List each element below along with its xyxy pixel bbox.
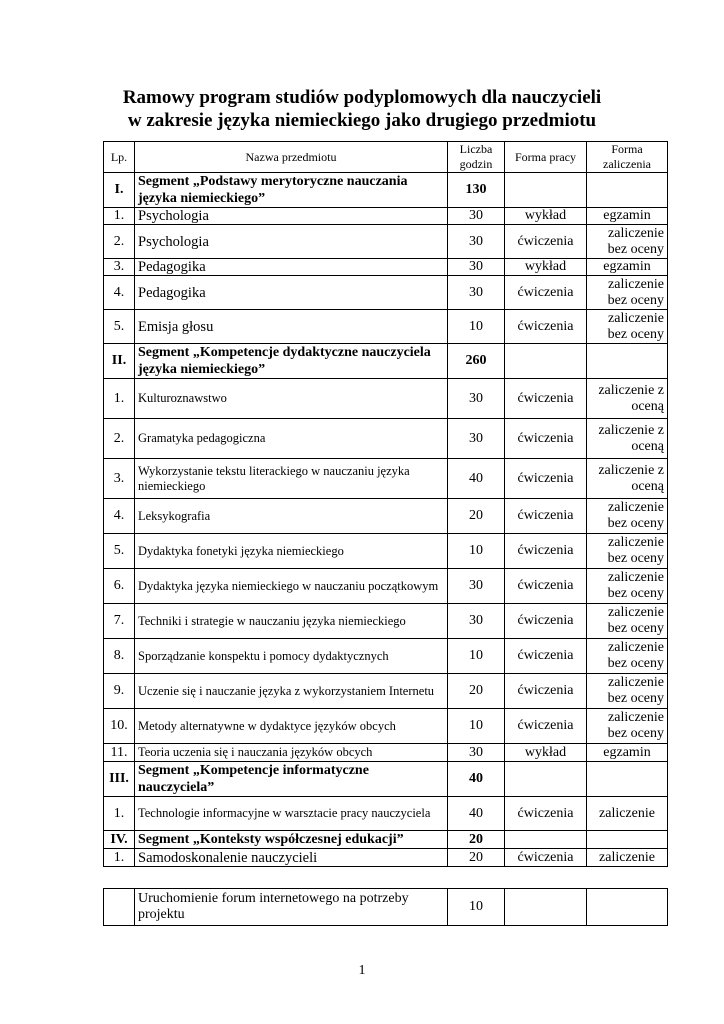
header-form-work: Forma pracy bbox=[505, 142, 587, 173]
hours-cell: 30 bbox=[448, 379, 505, 419]
form-cell: ćwiczenia bbox=[505, 276, 587, 310]
lp-cell: 2. bbox=[104, 225, 135, 259]
subject-cell: Wykorzystanie tekstu literackiego w nauczaniu języka niemieckiego bbox=[135, 459, 448, 499]
credit-cell bbox=[587, 889, 668, 926]
hours-cell: 260 bbox=[448, 344, 505, 379]
header-name: Nazwa przedmiotu bbox=[135, 142, 448, 173]
hours-cell: 20 bbox=[448, 499, 505, 534]
form-cell bbox=[505, 762, 587, 797]
form-cell: wykład bbox=[505, 259, 587, 276]
subject-cell: Technologie informacyjne w warsztacie pracy nauczyciela bbox=[135, 797, 448, 831]
lp-cell: III. bbox=[104, 762, 135, 797]
lp-cell: 3. bbox=[104, 459, 135, 499]
credit-cell: zaliczenie bez oceny bbox=[587, 276, 668, 310]
lp-cell: 5. bbox=[104, 310, 135, 344]
table-row bbox=[104, 259, 668, 276]
subject-cell: Dydaktyka fonetyki języka niemieckiego bbox=[135, 534, 448, 569]
form-cell: ćwiczenia bbox=[505, 459, 587, 499]
form-cell: ćwiczenia bbox=[505, 225, 587, 259]
credit-cell: zaliczenie bez oceny bbox=[587, 499, 668, 534]
lp-cell: 3. bbox=[104, 259, 135, 276]
credit-cell bbox=[587, 344, 668, 379]
subject-cell: Gramatyka pedagogiczna bbox=[135, 419, 448, 459]
hours-cell: 10 bbox=[448, 889, 505, 926]
segment-row bbox=[104, 762, 668, 797]
credit-cell: egzamin bbox=[587, 208, 668, 225]
credit-cell: zaliczenie bez oceny bbox=[587, 569, 668, 604]
lp-cell: 4. bbox=[104, 499, 135, 534]
credit-cell: zaliczenie z oceną bbox=[587, 379, 668, 419]
credit-cell: zaliczenie bez oceny bbox=[587, 674, 668, 709]
table-row bbox=[104, 225, 668, 259]
hours-cell: 130 bbox=[448, 173, 505, 208]
form-cell: ćwiczenia bbox=[505, 849, 587, 867]
hours-cell: 20 bbox=[448, 849, 505, 867]
form-cell: ćwiczenia bbox=[505, 419, 587, 459]
credit-cell: zaliczenie bez oceny bbox=[587, 534, 668, 569]
lp-cell: IV. bbox=[104, 831, 135, 849]
extra-table bbox=[103, 888, 668, 926]
subject-cell: Techniki i strategie w nauczaniu języka niemieckiego bbox=[135, 604, 448, 639]
subject-cell: Dydaktyka języka niemieckiego w nauczaniu początkowym bbox=[135, 569, 448, 604]
table-row bbox=[104, 797, 668, 831]
lp-cell: 9. bbox=[104, 674, 135, 709]
hours-cell: 30 bbox=[448, 208, 505, 225]
subject-cell: Uruchomienie forum internetowego na potrzeby projektu bbox=[135, 889, 448, 926]
form-cell: ćwiczenia bbox=[505, 534, 587, 569]
hours-cell: 30 bbox=[448, 569, 505, 604]
subject-cell: Segment „Konteksty współczesnej edukacji” bbox=[135, 831, 448, 849]
form-cell bbox=[505, 344, 587, 379]
table-row bbox=[104, 709, 668, 744]
credit-cell: zaliczenie bbox=[587, 797, 668, 831]
lp-cell: 2. bbox=[104, 419, 135, 459]
credit-cell: zaliczenie bez oceny bbox=[587, 225, 668, 259]
subject-cell: Samodoskonalenie nauczycieli bbox=[135, 849, 448, 867]
table-row bbox=[104, 889, 668, 926]
lp-cell: 7. bbox=[104, 604, 135, 639]
hours-cell: 10 bbox=[448, 534, 505, 569]
subject-cell: Sporządzanie konspektu i pomocy dydaktycznych bbox=[135, 639, 448, 674]
subject-cell: Leksykografia bbox=[135, 499, 448, 534]
lp-cell: 8. bbox=[104, 639, 135, 674]
header-hours: Liczba godzin bbox=[448, 142, 505, 173]
header-lp: Lp. bbox=[104, 142, 135, 173]
form-cell: ćwiczenia bbox=[505, 674, 587, 709]
subject-cell: Metody alternatywne w dydaktyce języków obcych bbox=[135, 709, 448, 744]
form-cell bbox=[505, 831, 587, 849]
page-number: 1 bbox=[358, 963, 366, 978]
form-cell: ćwiczenia bbox=[505, 604, 587, 639]
lp-cell: 11. bbox=[104, 744, 135, 762]
lp-cell: 1. bbox=[104, 849, 135, 867]
form-cell: ćwiczenia bbox=[505, 639, 587, 674]
subject-cell: Segment „Kompetencje dydaktyczne nauczyciela języka niemieckiego” bbox=[135, 344, 448, 379]
hours-cell: 30 bbox=[448, 225, 505, 259]
credit-cell: zaliczenie bbox=[587, 849, 668, 867]
table-row bbox=[104, 208, 668, 225]
form-cell: ćwiczenia bbox=[505, 569, 587, 604]
form-cell: ćwiczenia bbox=[505, 709, 587, 744]
hours-cell: 10 bbox=[448, 310, 505, 344]
table-row bbox=[104, 379, 668, 419]
credit-cell bbox=[587, 831, 668, 849]
form-cell bbox=[505, 889, 587, 926]
segment-row bbox=[104, 831, 668, 849]
hours-cell: 40 bbox=[448, 797, 505, 831]
hours-cell: 30 bbox=[448, 419, 505, 459]
subject-cell: Emisja głosu bbox=[135, 310, 448, 344]
table-row bbox=[104, 499, 668, 534]
form-cell: ćwiczenia bbox=[505, 499, 587, 534]
table-row bbox=[104, 604, 668, 639]
subject-cell: Uczenie się i nauczanie języka z wykorzystaniem Internetu bbox=[135, 674, 448, 709]
form-cell: ćwiczenia bbox=[505, 797, 587, 831]
subject-cell: Pedagogika bbox=[135, 259, 448, 276]
lp-cell: I. bbox=[104, 173, 135, 208]
subject-cell: Segment „Podstawy merytoryczne nauczania języka niemieckiego” bbox=[135, 173, 448, 208]
segment-row bbox=[104, 344, 668, 379]
credit-cell: zaliczenie z oceną bbox=[587, 459, 668, 499]
hours-cell: 20 bbox=[448, 674, 505, 709]
subject-cell: Psychologia bbox=[135, 225, 448, 259]
subject-cell: Teoria uczenia się i nauczania języków obcych bbox=[135, 744, 448, 762]
lp-cell bbox=[104, 889, 135, 926]
hours-cell: 30 bbox=[448, 259, 505, 276]
lp-cell: 5. bbox=[104, 534, 135, 569]
lp-cell: II. bbox=[104, 344, 135, 379]
subject-cell: Pedagogika bbox=[135, 276, 448, 310]
credit-cell bbox=[587, 762, 668, 797]
hours-cell: 10 bbox=[448, 709, 505, 744]
table-row bbox=[104, 639, 668, 674]
lp-cell: 4. bbox=[104, 276, 135, 310]
table-row bbox=[104, 849, 668, 867]
table-row bbox=[104, 534, 668, 569]
subject-cell: Segment „Kompetencje informatyczne nauczyciela” bbox=[135, 762, 448, 797]
document-title bbox=[0, 86, 724, 132]
credit-cell: zaliczenie z oceną bbox=[587, 419, 668, 459]
title-line-1: Ramowy program studiów podyplomowych dla nauczycieli bbox=[122, 87, 602, 108]
hours-cell: 20 bbox=[448, 831, 505, 849]
credit-cell: egzamin bbox=[587, 744, 668, 762]
credit-cell: zaliczenie bez oceny bbox=[587, 604, 668, 639]
table-row bbox=[104, 744, 668, 762]
form-cell bbox=[505, 173, 587, 208]
credit-cell: zaliczenie bez oceny bbox=[587, 709, 668, 744]
lp-cell: 1. bbox=[104, 379, 135, 419]
hours-cell: 10 bbox=[448, 639, 505, 674]
credit-cell: zaliczenie bez oceny bbox=[587, 310, 668, 344]
lp-cell: 6. bbox=[104, 569, 135, 604]
hours-cell: 40 bbox=[448, 762, 505, 797]
segment-row bbox=[104, 173, 668, 208]
lp-cell: 1. bbox=[104, 208, 135, 225]
header-row bbox=[104, 142, 668, 173]
form-cell: ćwiczenia bbox=[505, 379, 587, 419]
credit-cell: zaliczenie bez oceny bbox=[587, 639, 668, 674]
credit-cell bbox=[587, 173, 668, 208]
title-line-2: w zakresie języka niemieckiego jako drugiego przedmiotu bbox=[127, 110, 597, 131]
hours-cell: 30 bbox=[448, 604, 505, 639]
header-form-credit: Forma zaliczenia bbox=[587, 142, 668, 173]
lp-cell: 10. bbox=[104, 709, 135, 744]
curriculum-table bbox=[103, 141, 668, 867]
hours-cell: 30 bbox=[448, 744, 505, 762]
hours-cell: 40 bbox=[448, 459, 505, 499]
table-row bbox=[104, 310, 668, 344]
table-row bbox=[104, 569, 668, 604]
subject-cell: Kulturoznawstwo bbox=[135, 379, 448, 419]
table-row bbox=[104, 276, 668, 310]
form-cell: wykład bbox=[505, 744, 587, 762]
form-cell: wykład bbox=[505, 208, 587, 225]
lp-cell: 1. bbox=[104, 797, 135, 831]
subject-cell: Psychologia bbox=[135, 208, 448, 225]
table-row bbox=[104, 674, 668, 709]
form-cell: ćwiczenia bbox=[505, 310, 587, 344]
table-row bbox=[104, 419, 668, 459]
hours-cell: 30 bbox=[448, 276, 505, 310]
credit-cell: egzamin bbox=[587, 259, 668, 276]
table-row bbox=[104, 459, 668, 499]
